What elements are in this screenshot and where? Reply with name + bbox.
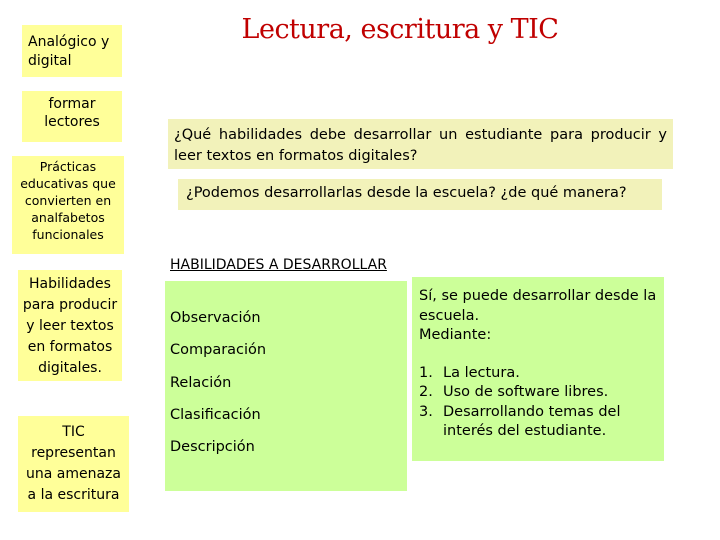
list-number: 3. xyxy=(419,403,433,420)
skill-item: Relación xyxy=(170,375,232,391)
question-box-1: ¿Qué habilidades debe desarrollar un estudiante para producir y leer textos en formatos digitales? xyxy=(168,119,673,169)
skill-item: Comparación xyxy=(170,342,267,358)
skill-item: Clasificación xyxy=(170,407,261,423)
list-text: Uso de software libres. xyxy=(443,384,609,401)
list-text: La lectura. xyxy=(443,364,520,381)
side-box-formar-lectores: formar lectores xyxy=(22,91,122,142)
slide-title: Lectura, escritura y TIC xyxy=(241,14,559,45)
skill-item: Descripción xyxy=(170,439,255,455)
skills-box xyxy=(165,255,407,491)
side-box-habilidades: Habilidades para producir y leer textos en formatos digitales. xyxy=(18,270,122,381)
list-item xyxy=(419,403,657,442)
question-box-2: ¿Podemos desarrollarlas desde la escuela? ¿de qué manera? xyxy=(178,179,662,210)
answer-mediante: Mediante: xyxy=(419,327,492,344)
answer-list xyxy=(419,364,657,442)
answer-intro: Sí, se puede desarrollar desde la escuela. xyxy=(419,288,657,324)
side-box-analogico: Analógico y digital xyxy=(22,25,122,77)
list-text: Desarrollando temas del interés del estudiante. xyxy=(443,403,621,440)
list-item xyxy=(419,383,657,403)
side-box-tic: TIC representan una amenaza a la escritura xyxy=(18,416,129,512)
side-box-practicas: Prácticas educativas que convierten en analfabetos funcionales xyxy=(12,156,124,254)
list-item xyxy=(419,364,657,384)
list-number: 2. xyxy=(419,384,433,401)
skill-item: Observación xyxy=(170,310,261,326)
skills-header: HABILIDADES A DESARROLLAR xyxy=(165,255,407,281)
answer-box xyxy=(412,277,664,461)
list-number: 1. xyxy=(419,364,433,381)
